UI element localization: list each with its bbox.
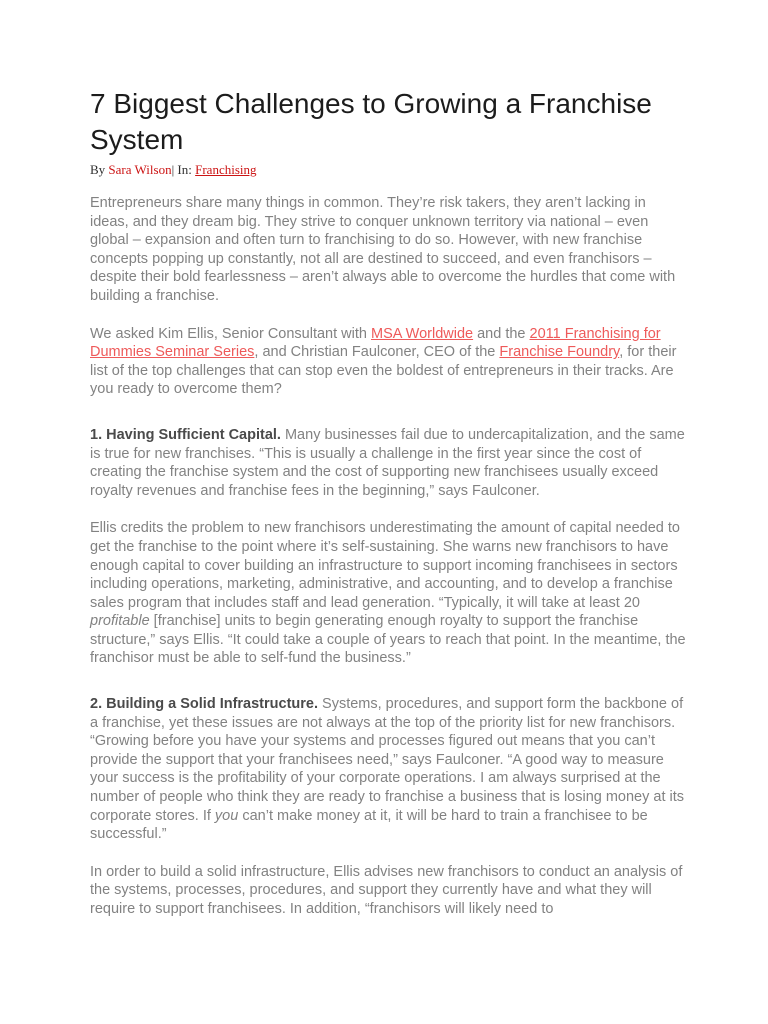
body-text: Ellis credits the problem to new franchisors underestimating the amount of capital needed to get the franchise to the point where it’s self-sustaining. She warns new franchisors to have enough capital to cover building an infrastructure to support incoming franchisees in sectors including operations, marketing, administrative, and accounting, and to develop a franchise sales program that includes staff and lead generation. “Typically, it will take at least 20 <box>90 520 680 611</box>
body-text: , and Christian Faulconer, CEO of the <box>254 344 500 361</box>
emphasis-text: profitable <box>90 613 150 630</box>
paragraph-capital-detail <box>90 519 686 668</box>
emphasis-text: you <box>214 807 239 824</box>
body-text: , for their list of the top challenges that can stop even the boldest of entrepreneurs in their tracks. Are you ready to overcome them? <box>90 344 677 398</box>
body-text: Entrepreneurs share many things in common. They’re risk takers, they aren’t lacking in ideas, and they dream big. They strive to conquer unknown territory via national – even global – expansion and often turn to franchising to do so. However, with new franchise concepts popping up constantly, not all are destined to succeed, and even franchisors – despite their bold fearlessness – aren’t always able to overcome the hurdles that come with building a franchise. <box>90 195 676 304</box>
body-text: can’t make money at it, it will be hard to train a franchisee to be successful.” <box>90 807 648 843</box>
body-text: [franchise] units to begin generating enough royalty to support the franchise structure,” says Ellis. “It could take a couple of years to reach that point. In the meantime, the franchisor must be able to self-fund the business.” <box>90 613 686 667</box>
inline-link[interactable]: 2011 Franchising for Dummies Seminar Series <box>90 325 661 361</box>
byline <box>90 162 686 178</box>
paragraph-experts <box>90 325 686 399</box>
byline-separator: | In: <box>171 162 196 177</box>
paragraph-infrastructure-detail <box>90 863 686 919</box>
body-text: In order to build a solid infrastructure, Ellis advises new franchisors to conduct an analysis of the systems, processes, procedures, and support they currently have and what they will require to support franchisees. In addition, “franchisors will likely need to <box>90 863 683 917</box>
section-heading: 1. Having Sufficient Capital. <box>90 426 281 443</box>
inline-link[interactable]: Franchise Foundry <box>499 344 620 361</box>
byline-prefix: By <box>90 162 109 177</box>
body-text: We asked Kim Ellis, Senior Consultant with <box>90 325 371 342</box>
paragraph-challenge-2-building-a-solid-infrastructure <box>90 695 686 844</box>
body-text: Many businesses fail due to undercapitalization, and the same is true for new franchises. “This is usually a challenge in the first year since the cost of creating the franchise system and the cost of supporting new franchisees usually exceed royalty revenues and franchise fees in the beginning,” says Faulconer. <box>90 426 685 499</box>
section-heading: 2. Building a Solid Infrastructure. <box>90 696 318 713</box>
article-title: 7 Biggest Challenges to Growing a Franchise System <box>90 88 652 155</box>
category-link[interactable]: Franchising <box>195 162 257 177</box>
inline-link[interactable]: MSA Worldwide <box>371 325 474 342</box>
paragraph-challenge-1-having-sufficient-capital <box>90 426 686 500</box>
paragraph-intro <box>90 194 686 306</box>
author-link[interactable]: Sara Wilson <box>108 162 172 177</box>
body-text: and the <box>473 325 530 342</box>
article-body <box>90 194 686 919</box>
body-text: Systems, procedures, and support form the backbone of a franchise, yet these issues are not always at the top of the priority list for new franchisors. “Growing before you have your systems and processes figured out means that you can’t provide the support that your franchisees need,” says Faulconer. “A good way to measure your success is the profitability of your corporate operations. I am always surprised at the number of people who think they are ready to franchise a business that is losing money at its corporate stores. If <box>90 696 685 824</box>
